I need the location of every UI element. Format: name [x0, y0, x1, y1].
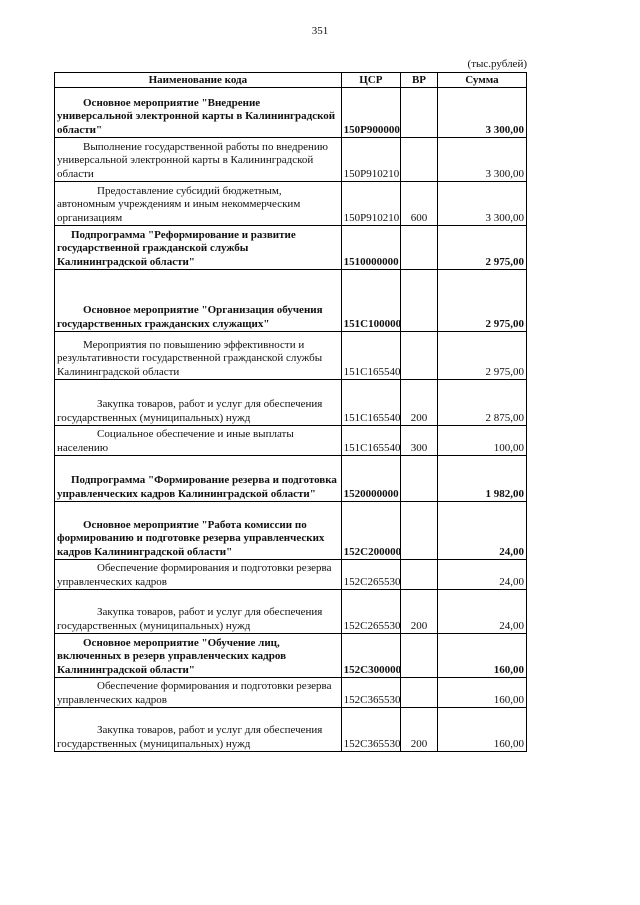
row-vr: [401, 634, 438, 678]
table-row: [55, 332, 527, 380]
row-name: Социальное обеспечение и иные выплаты населению: [57, 428, 294, 454]
table-row: [55, 590, 527, 634]
row-csr: 150P900000: [341, 88, 400, 138]
row-vr: 200: [401, 590, 438, 634]
row-csr: 1510000000: [341, 226, 400, 270]
row-sum: 24,00: [437, 560, 526, 590]
row-name-cell: [55, 502, 342, 560]
row-sum: 160,00: [437, 678, 526, 708]
table-header-row: [55, 73, 527, 88]
row-name-cell: [55, 634, 342, 678]
row-name: Выполнение государственной работы по внедрению универсальной электронной карты в Калининградской области: [57, 140, 328, 180]
row-name-cell: [55, 590, 342, 634]
row-sum: 3 300,00: [437, 88, 526, 138]
row-sum: 24,00: [437, 502, 526, 560]
table-row: [55, 560, 527, 590]
row-vr: [401, 332, 438, 380]
row-csr: 150P910210: [341, 182, 400, 226]
row-name-cell: [55, 380, 342, 426]
row-csr: 152С265530: [341, 590, 400, 634]
table-row: [55, 88, 527, 138]
row-csr: 152С200000: [341, 502, 400, 560]
row-name-cell: [55, 708, 342, 752]
row-name: Обеспечение формирования и подготовки резерва управленческих кадров: [57, 680, 332, 706]
row-name: Основное мероприятие "Внедрение универсальной электронной карты в Калининградской области": [57, 96, 336, 136]
row-csr: 152С365530: [341, 678, 400, 708]
table-row: [55, 226, 527, 270]
row-name: Основное мероприятие "Обучение лиц, включенных в резерв управленческих кадров Калининградской области": [57, 636, 287, 676]
row-name: Подпрограмма "Реформирование и развитие государственной гражданской службы Калининградской области": [57, 228, 296, 268]
row-vr: 600: [401, 182, 438, 226]
table-row: [55, 678, 527, 708]
page-number: 351: [311, 25, 329, 37]
budget-table: [54, 72, 527, 752]
row-vr: 300: [401, 426, 438, 456]
header-name: Наименование кода: [55, 73, 342, 88]
row-csr: 151С100000: [341, 270, 400, 332]
row-vr: [401, 456, 438, 502]
table-row: [55, 426, 527, 456]
row-name: Подпрограмма "Формирование резерва и подготовка управленческих кадров Калининградской области": [57, 474, 337, 500]
row-vr: [401, 502, 438, 560]
row-csr: 1520000000: [341, 456, 400, 502]
row-csr: 151С165540: [341, 380, 400, 426]
row-vr: [401, 270, 438, 332]
row-sum: 160,00: [437, 634, 526, 678]
table-row: [55, 634, 527, 678]
row-vr: [401, 560, 438, 590]
row-vr: 200: [401, 708, 438, 752]
row-name-cell: [55, 226, 342, 270]
table-row: [55, 138, 527, 182]
row-name-cell: [55, 332, 342, 380]
table-row: [55, 380, 527, 426]
units-label: (тыс.рублей): [467, 58, 527, 70]
row-csr: 151С165540: [341, 426, 400, 456]
row-name: Предоставление субсидий бюджетным, автономным учреждениям и иным некоммерческим организациям: [57, 184, 301, 224]
row-sum: 2 975,00: [437, 332, 526, 380]
row-name-cell: [55, 560, 342, 590]
row-name-cell: [55, 270, 342, 332]
row-name-cell: [55, 678, 342, 708]
row-csr: 152С265530: [341, 560, 400, 590]
row-sum: 2 975,00: [437, 270, 526, 332]
table-body: [55, 88, 527, 752]
header-vr: ВР: [401, 73, 438, 88]
row-vr: [401, 88, 438, 138]
row-name-cell: [55, 138, 342, 182]
row-name-cell: [55, 426, 342, 456]
row-vr: 200: [401, 380, 438, 426]
header-sum: Сумма: [437, 73, 526, 88]
row-sum: 2 875,00: [437, 380, 526, 426]
table-row: [55, 708, 527, 752]
row-sum: 3 300,00: [437, 138, 526, 182]
row-name: Мероприятия по повышению эффективности и результативности государственной гражданской службы Калининградской области: [57, 338, 323, 378]
row-sum: 100,00: [437, 426, 526, 456]
row-vr: [401, 678, 438, 708]
row-vr: [401, 226, 438, 270]
header-csr: ЦСР: [341, 73, 400, 88]
row-csr: 151С165540: [341, 332, 400, 380]
row-sum: 1 982,00: [437, 456, 526, 502]
row-sum: 2 975,00: [437, 226, 526, 270]
row-name: Основное мероприятие "Работа комиссии по формированию и подготовке резерва управленческих кадров Калининградской области": [57, 518, 325, 558]
row-vr: [401, 138, 438, 182]
row-name: Обеспечение формирования и подготовки резерва управленческих кадров: [57, 562, 332, 588]
row-name-cell: [55, 456, 342, 502]
row-name: Закупка товаров, работ и услуг для обеспечения государственных (муниципальных) нужд: [57, 606, 323, 632]
row-name-cell: [55, 182, 342, 226]
row-sum: 3 300,00: [437, 182, 526, 226]
row-csr: 152С300000: [341, 634, 400, 678]
row-sum: 24,00: [437, 590, 526, 634]
row-name: Основное мероприятие "Организация обучения государственных гражданских служащих": [57, 304, 323, 330]
row-name: Закупка товаров, работ и услуг для обеспечения государственных (муниципальных) нужд: [57, 724, 323, 750]
table-row: [55, 502, 527, 560]
row-name: Закупка товаров, работ и услуг для обеспечения государственных (муниципальных) нужд: [57, 398, 323, 424]
table-row: [55, 270, 527, 332]
row-sum: 160,00: [437, 708, 526, 752]
table-row: [55, 182, 527, 226]
table-row: [55, 456, 527, 502]
row-name-cell: [55, 88, 342, 138]
row-csr: 150P910210: [341, 138, 400, 182]
row-csr: 152С365530: [341, 708, 400, 752]
